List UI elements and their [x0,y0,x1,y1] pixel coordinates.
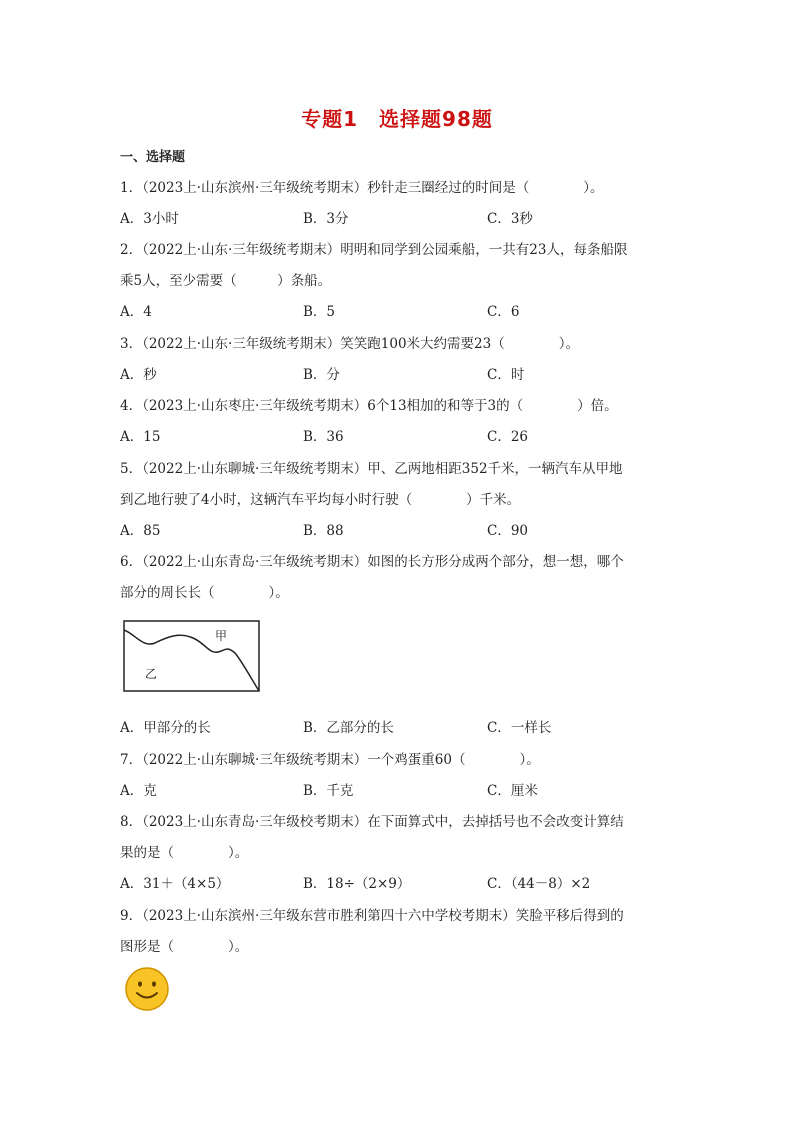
question-6-stem-line-2: 部分的周长长（ ）。 [120,585,289,601]
figure-label-yi: 乙 [145,667,158,681]
question-6-option-b: B．乙部分的长 [303,720,394,736]
question-1-option-a: A．3小时 [120,211,179,227]
question-8-option-b: B．18÷（2×9） [303,876,411,892]
question-5-stem-line-2: 到乙地行驶了4小时，这辆汽车平均每小时行驶（ ）千米。 [120,492,521,508]
question-3-stem: 3．（2022上·山东·三年级统考期末）笑笑跑100米大约需要23（ ）。 [120,336,579,352]
page-title: 专题1 选择题98题 [301,107,493,131]
question-3-option-b: B．分 [303,367,340,383]
question-2-option-a: A．4 [120,304,152,320]
question-4-stem: 4．（2023上·山东枣庄·三年级统考期末）6个13相加的和等于3的（ ）倍。 [120,398,618,414]
question-3-option-a: A．秒 [120,367,157,383]
smiley-face-icon [124,966,170,1012]
question-8-option-c: C．（44－8）×2 [487,876,591,892]
question-7-option-a: A．克 [120,783,157,799]
question-2-stem-line-2: 乘5人，至少需要（ ）条船。 [120,273,332,289]
rectangle-figure [123,620,260,692]
question-5-option-b: B．88 [303,523,344,539]
question-8-option-a: A．31＋（4×5） [120,876,230,892]
question-4-option-a: A．15 [120,429,161,445]
question-6-option-a: A．甲部分的长 [120,720,211,736]
question-7-stem: 7．（2022上·山东聊城·三年级统考期末）一个鸡蛋重60（ ）。 [120,752,540,768]
question-2-stem-line-1: 2．（2022上·山东·三年级统考期末）明明和同学到公园乘船，一共有23人，每条船限 [120,242,628,258]
question-1-option-b: B．3分 [303,211,349,227]
figure-label-jia: 甲 [215,629,228,643]
question-2-option-c: C．6 [487,304,520,320]
question-1-option-c: C．3秒 [487,211,533,227]
question-9-stem-line-2: 图形是（ ）。 [120,939,249,955]
question-1-stem: 1．（2023上·山东滨州·三年级统考期末）秒针走三圈经过的时间是（ ）。 [120,180,604,196]
question-2-option-b: B．5 [303,304,336,320]
question-8-stem-line-2: 果的是（ ）。 [120,845,249,861]
question-3-option-c: C．时 [487,367,525,383]
question-4-option-b: B．36 [303,429,344,445]
question-6-option-c: C．一样长 [487,720,552,736]
question-5-option-c: C．90 [487,523,529,539]
question-4-option-c: C．26 [487,429,529,445]
question-9-stem-line-1: 9．（2023上·山东滨州·三年级东营市胜利第四十六中学校考期末）笑脸平移后得到的 [120,908,624,924]
section-heading: 一、选择题 [120,150,186,165]
question-7-option-c: C．厘米 [487,783,538,799]
question-5-option-a: A．85 [120,523,161,539]
question-8-stem-line-1: 8．（2023上·山东青岛·三年级校考期末）在下面算式中，去掉括号也不会改变计算结 [120,814,624,830]
question-7-option-b: B．千克 [303,783,354,799]
question-6-stem-line-1: 6．（2022上·山东青岛·三年级统考期末）如图的长方形分成两个部分，想一想，哪个 [120,554,624,570]
question-5-stem-line-1: 5．（2022上·山东聊城·三年级统考期末）甲、乙两地相距352千米，一辆汽车从甲地 [120,461,623,477]
